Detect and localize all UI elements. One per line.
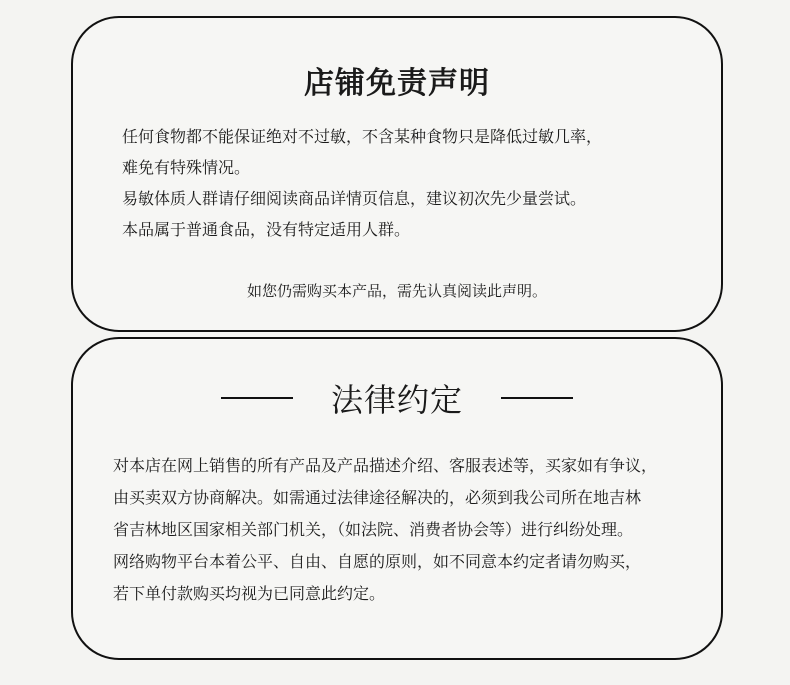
title-rule-left	[221, 397, 293, 399]
legal-paragraph	[113, 450, 657, 610]
title-rule-right	[501, 397, 573, 399]
legal-line: 网络购物平台本着公平、自由、自愿的原则，如不同意本约定者请勿购买，	[113, 552, 642, 571]
legal-line: 由买卖双方协商解决。如需通过法律途径解决的，必须到我公司所在地吉林	[113, 488, 642, 507]
disclaimer-card	[71, 16, 723, 332]
disclaimer-title: 店铺免责声明	[304, 66, 490, 101]
disclaimer-line: 难免有特殊情况。	[122, 158, 251, 177]
disclaimer-line: 易敏体质人群请仔细阅读商品详情页信息，建议初次先少量尝试。	[122, 189, 587, 208]
legal-card	[71, 337, 723, 660]
disclaimer-line: 本品属于普通食品，没有特定适用人群。	[122, 220, 411, 239]
legal-title: 法律约定	[330, 381, 463, 419]
disclaimer-paragraph	[122, 121, 602, 245]
legal-line: 省吉林地区国家相关部门机关，（如法院、消费者协会等）进行纠纷处理。	[113, 520, 634, 539]
disclaimer-line: 任何食物都不能保证绝对不过敏，不含某种食物只是降低过敏几率，	[122, 127, 603, 146]
legal-title-row	[73, 375, 721, 421]
legal-line: 若下单付款购买均视为已同意此约定。	[113, 584, 386, 603]
disclaimer-closing: 如您仍需购买本产品，需先认真阅读此声明。	[246, 282, 547, 300]
legal-line: 对本店在网上销售的所有产品及产品描述介绍、客服表述等，买家如有争议，	[113, 456, 658, 475]
